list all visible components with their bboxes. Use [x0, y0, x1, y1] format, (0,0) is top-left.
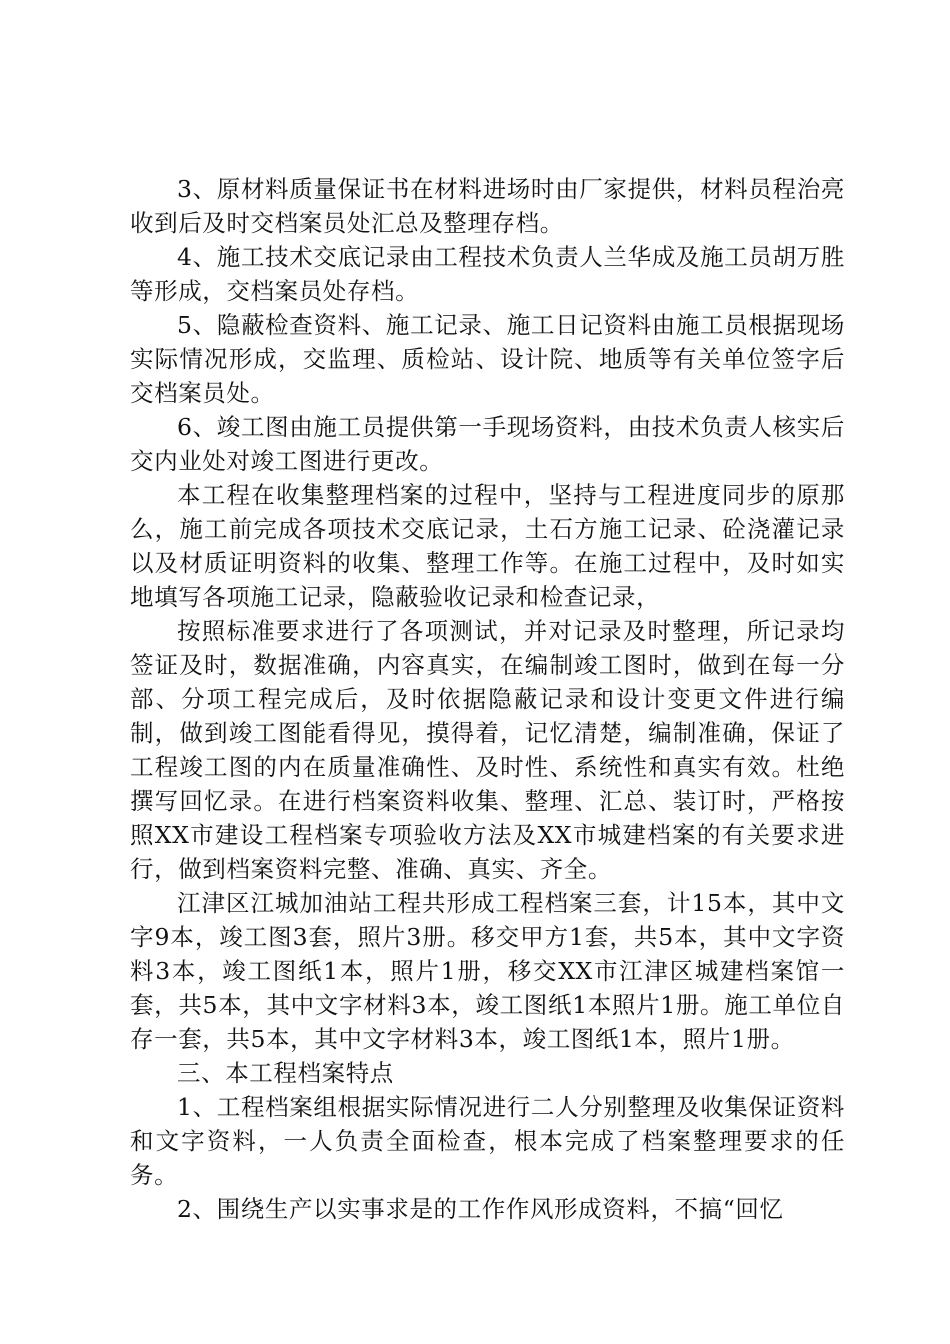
paragraph-material-certificates: 3、原材料质量保证书在材料进场时由厂家提供，材料员程治亮收到后及时交档案员处汇总及整理存档。: [130, 175, 845, 237]
paragraph-archive-collection: 本工程在收集整理档案的过程中，坚持与工程进度同步的原那么，施工前完成各项技术交底记录，土石方施工记录、砼浇灌记录以及材质证明资料的收集、整理工作等。在施工过程中，及时如实地填写各项施工记录，隐蔽验收记录和检查记录，: [130, 481, 845, 611]
paragraph-feature-2: 2、围绕生产以实事求是的工作作风形成资料，不搞“回忆: [177, 1195, 784, 1223]
paragraph-technical-briefing: 4、施工技术交底记录由工程技术负责人兰华成及施工员胡万胜等形成，交档案员处存档。: [130, 243, 845, 305]
section-heading-archive-features: 三、本工程档案特点: [177, 1059, 394, 1087]
paragraph-archive-sets: 江津区江城加油站工程共形成工程档案三套，计15本，其中文字9本，竣工图3套，照片3册。移交甲方1套，共5本，其中文字资料3本，竣工图纸1本，照片1册，移交XX市江津区城建档案馆一套，共5本，其中文字材料3本，竣工图纸1本照片1册。施工单位自存一套，共5本，其中文字材料3本，竣工图纸1本，照片1册。: [130, 889, 845, 1053]
paragraph-as-built-drawings: 6、竣工图由施工员提供第一手现场资料，由技术负责人核实后交内业处对竣工图进行更改。: [130, 413, 845, 475]
paragraph-feature-1: 1、工程档案组根据实际情况进行二人分别整理及收集保证资料和文字资料，一人负责全面检查，根本完成了档案整理要求的任务。: [130, 1093, 845, 1189]
document-body: [130, 172, 845, 1226]
paragraph-concealed-inspection: 5、隐蔽检查资料、施工记录、施工日记资料由施工员根据现场实际情况形成，交监理、质检站、设计院、地质等有关单位签字后交档案员处。: [130, 311, 845, 407]
paragraph-testing-records: 按照标准要求进行了各项测试，并对记录及时整理，所记录均签证及时，数据准确，内容真实，在编制竣工图时，做到在每一分部、分项工程完成后，及时依据隐蔽记录和设计变更文件进行编制，做到竣工图能看得见，摸得着，记忆清楚，编制准确，保证了工程竣工图的内在质量准确性、及时性、系统性和真实有效。杜绝撰写回忆录。在进行档案资料收集、整理、汇总、装订时，严格按照XX市建设工程档案专项验收方法及XX市城建档案的有关要求进行，做到档案资料完整、准确、真实、齐全。: [130, 617, 845, 883]
